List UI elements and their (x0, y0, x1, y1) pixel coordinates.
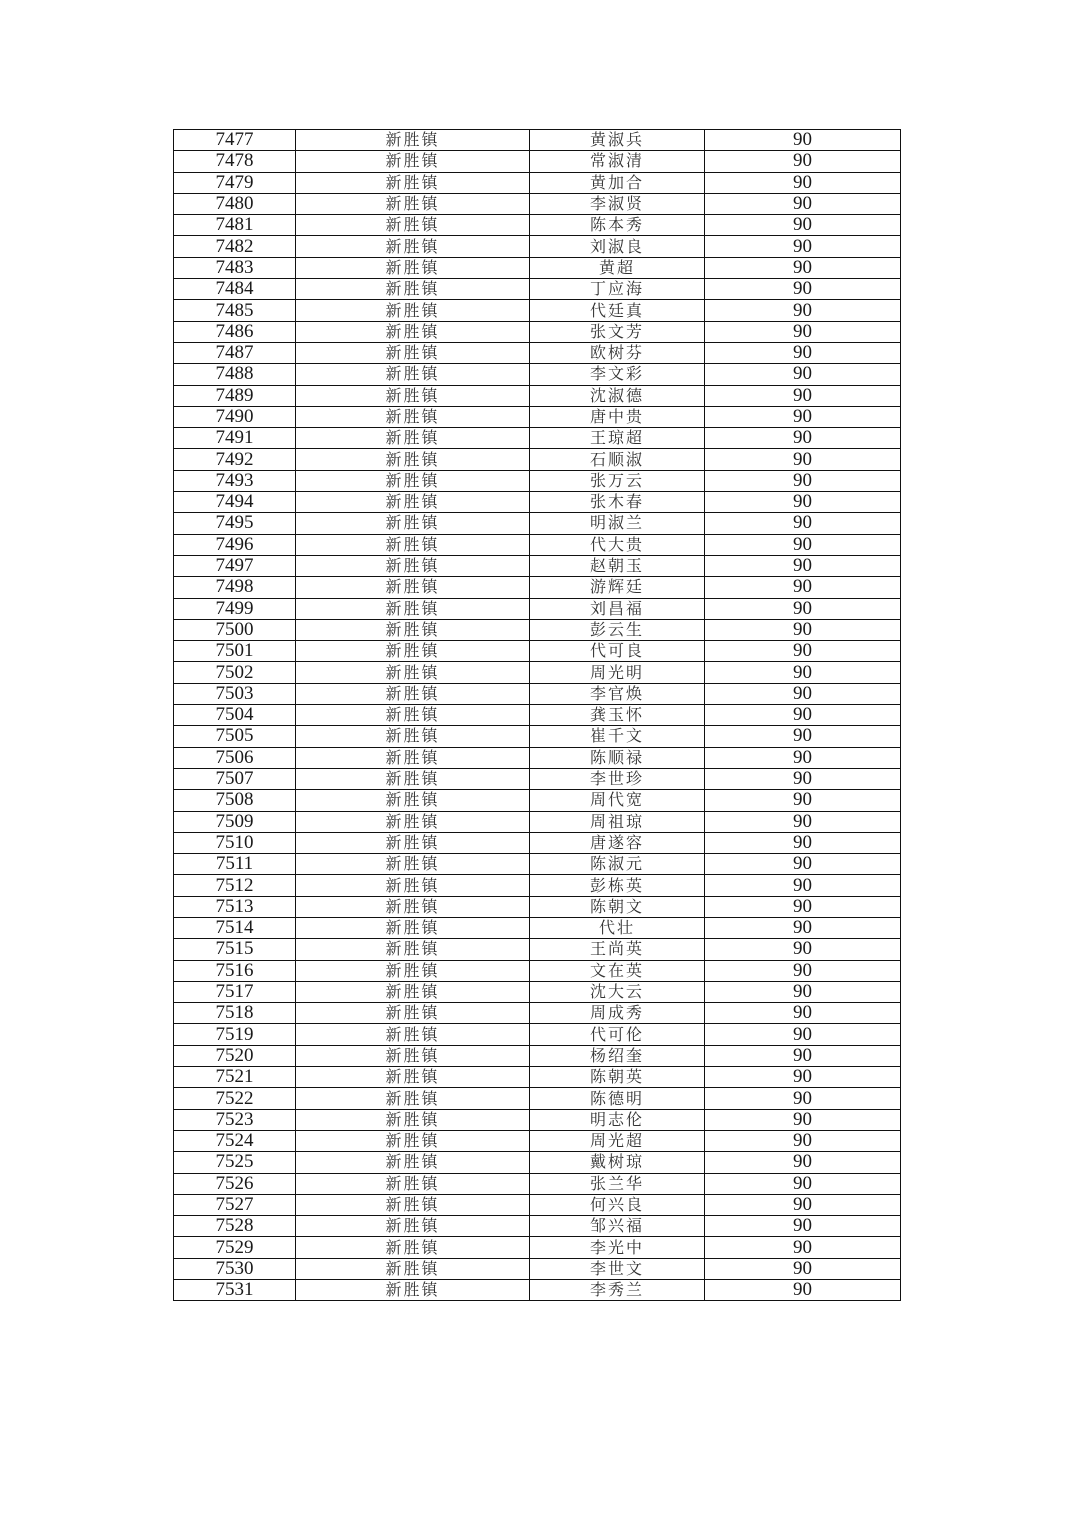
amount-cell: 90 (705, 683, 901, 704)
town-name-cell: 新胜镇 (296, 1237, 530, 1258)
row-number-cell: 7531 (174, 1280, 296, 1301)
table-row (174, 449, 901, 470)
table-row (174, 896, 901, 917)
table-body (174, 130, 901, 1301)
amount-cell: 90 (705, 215, 901, 236)
person-name-cell: 代壮 (530, 917, 705, 938)
table-row (174, 1258, 901, 1279)
amount-cell: 90 (705, 1003, 901, 1024)
person-name-cell: 李官焕 (530, 683, 705, 704)
person-name-cell: 唐遂容 (530, 832, 705, 853)
town-name-cell: 新胜镇 (296, 236, 530, 257)
row-number-cell: 7484 (174, 279, 296, 300)
person-name-cell: 杨绍奎 (530, 1045, 705, 1066)
town-name-cell: 新胜镇 (296, 1003, 530, 1024)
person-name-cell: 陈朝文 (530, 896, 705, 917)
person-name-cell: 石顺淑 (530, 449, 705, 470)
row-number-cell: 7495 (174, 513, 296, 534)
table-row (174, 1216, 901, 1237)
table-row (174, 662, 901, 683)
town-name-cell: 新胜镇 (296, 875, 530, 896)
row-number-cell: 7529 (174, 1237, 296, 1258)
person-name-cell: 张文芳 (530, 321, 705, 342)
person-name-cell: 张木春 (530, 492, 705, 513)
row-number-cell: 7485 (174, 300, 296, 321)
amount-cell: 90 (705, 1173, 901, 1194)
table-row (174, 236, 901, 257)
amount-cell: 90 (705, 1024, 901, 1045)
row-number-cell: 7513 (174, 896, 296, 917)
person-name-cell: 戴树琼 (530, 1152, 705, 1173)
person-name-cell: 沈大云 (530, 981, 705, 1002)
table-row (174, 768, 901, 789)
town-name-cell: 新胜镇 (296, 939, 530, 960)
row-number-cell: 7502 (174, 662, 296, 683)
amount-cell: 90 (705, 1194, 901, 1215)
person-name-cell: 丁应海 (530, 279, 705, 300)
table-row (174, 747, 901, 768)
town-name-cell: 新胜镇 (296, 768, 530, 789)
table-row (174, 555, 901, 576)
person-name-cell: 李世珍 (530, 768, 705, 789)
town-name-cell: 新胜镇 (296, 598, 530, 619)
person-name-cell: 欧树芬 (530, 342, 705, 363)
table-row (174, 1024, 901, 1045)
row-number-cell: 7479 (174, 172, 296, 193)
row-number-cell: 7527 (174, 1194, 296, 1215)
person-name-cell: 彭栋英 (530, 875, 705, 896)
amount-cell: 90 (705, 1109, 901, 1130)
person-name-cell: 王琼超 (530, 428, 705, 449)
table-row (174, 1003, 901, 1024)
amount-cell: 90 (705, 896, 901, 917)
town-name-cell: 新胜镇 (296, 1258, 530, 1279)
row-number-cell: 7519 (174, 1024, 296, 1045)
table-row (174, 1280, 901, 1301)
row-number-cell: 7525 (174, 1152, 296, 1173)
row-number-cell: 7482 (174, 236, 296, 257)
person-name-cell: 周代宽 (530, 790, 705, 811)
town-name-cell: 新胜镇 (296, 321, 530, 342)
table-row (174, 1045, 901, 1066)
table-row (174, 257, 901, 278)
table-row (174, 854, 901, 875)
amount-cell: 90 (705, 130, 901, 151)
town-name-cell: 新胜镇 (296, 1109, 530, 1130)
table-row (174, 1152, 901, 1173)
town-name-cell: 新胜镇 (296, 619, 530, 640)
person-name-cell: 明淑兰 (530, 513, 705, 534)
person-name-cell: 龚玉怀 (530, 705, 705, 726)
town-name-cell: 新胜镇 (296, 726, 530, 747)
amount-cell: 90 (705, 236, 901, 257)
town-name-cell: 新胜镇 (296, 130, 530, 151)
row-number-cell: 7491 (174, 428, 296, 449)
row-number-cell: 7488 (174, 364, 296, 385)
town-name-cell: 新胜镇 (296, 854, 530, 875)
town-name-cell: 新胜镇 (296, 1173, 530, 1194)
town-name-cell: 新胜镇 (296, 662, 530, 683)
table-row (174, 151, 901, 172)
person-name-cell: 李光中 (530, 1237, 705, 1258)
table-row (174, 1067, 901, 1088)
person-name-cell: 沈淑德 (530, 385, 705, 406)
table-row (174, 470, 901, 491)
row-number-cell: 7492 (174, 449, 296, 470)
town-name-cell: 新胜镇 (296, 1045, 530, 1066)
amount-cell: 90 (705, 981, 901, 1002)
row-number-cell: 7514 (174, 917, 296, 938)
town-name-cell: 新胜镇 (296, 1152, 530, 1173)
row-number-cell: 7511 (174, 854, 296, 875)
row-number-cell: 7510 (174, 832, 296, 853)
town-name-cell: 新胜镇 (296, 364, 530, 385)
amount-cell: 90 (705, 1216, 901, 1237)
table-row (174, 832, 901, 853)
amount-cell: 90 (705, 428, 901, 449)
town-name-cell: 新胜镇 (296, 1024, 530, 1045)
row-number-cell: 7487 (174, 342, 296, 363)
town-name-cell: 新胜镇 (296, 257, 530, 278)
amount-cell: 90 (705, 1280, 901, 1301)
person-name-cell: 李淑贤 (530, 193, 705, 214)
person-name-cell: 赵朝玉 (530, 555, 705, 576)
row-number-cell: 7477 (174, 130, 296, 151)
row-number-cell: 7503 (174, 683, 296, 704)
amount-cell: 90 (705, 342, 901, 363)
row-number-cell: 7523 (174, 1109, 296, 1130)
person-name-cell: 周成秀 (530, 1003, 705, 1024)
row-number-cell: 7518 (174, 1003, 296, 1024)
amount-cell: 90 (705, 875, 901, 896)
person-name-cell: 周光明 (530, 662, 705, 683)
row-number-cell: 7480 (174, 193, 296, 214)
town-name-cell: 新胜镇 (296, 683, 530, 704)
person-name-cell: 张万云 (530, 470, 705, 491)
table-row (174, 1109, 901, 1130)
person-name-cell: 黄加合 (530, 172, 705, 193)
town-name-cell: 新胜镇 (296, 555, 530, 576)
table-row (174, 917, 901, 938)
town-name-cell: 新胜镇 (296, 811, 530, 832)
amount-cell: 90 (705, 1130, 901, 1151)
town-name-cell: 新胜镇 (296, 1216, 530, 1237)
person-name-cell: 唐中贵 (530, 406, 705, 427)
person-name-cell: 陈朝英 (530, 1067, 705, 1088)
table-row (174, 1088, 901, 1109)
table-row (174, 577, 901, 598)
amount-cell: 90 (705, 705, 901, 726)
town-name-cell: 新胜镇 (296, 917, 530, 938)
table-row (174, 534, 901, 555)
data-table (173, 129, 901, 1301)
row-number-cell: 7509 (174, 811, 296, 832)
town-name-cell: 新胜镇 (296, 492, 530, 513)
table-row (174, 875, 901, 896)
town-name-cell: 新胜镇 (296, 300, 530, 321)
row-number-cell: 7481 (174, 215, 296, 236)
town-name-cell: 新胜镇 (296, 342, 530, 363)
person-name-cell: 刘淑良 (530, 236, 705, 257)
town-name-cell: 新胜镇 (296, 747, 530, 768)
amount-cell: 90 (705, 577, 901, 598)
amount-cell: 90 (705, 279, 901, 300)
amount-cell: 90 (705, 492, 901, 513)
amount-cell: 90 (705, 172, 901, 193)
row-number-cell: 7478 (174, 151, 296, 172)
town-name-cell: 新胜镇 (296, 151, 530, 172)
town-name-cell: 新胜镇 (296, 1280, 530, 1301)
person-name-cell: 周光超 (530, 1130, 705, 1151)
amount-cell: 90 (705, 257, 901, 278)
table-row (174, 385, 901, 406)
row-number-cell: 7530 (174, 1258, 296, 1279)
person-name-cell: 王尚英 (530, 939, 705, 960)
table-row (174, 1237, 901, 1258)
table-row (174, 641, 901, 662)
amount-cell: 90 (705, 726, 901, 747)
row-number-cell: 7508 (174, 790, 296, 811)
amount-cell: 90 (705, 854, 901, 875)
row-number-cell: 7516 (174, 960, 296, 981)
table-row (174, 790, 901, 811)
town-name-cell: 新胜镇 (296, 1088, 530, 1109)
row-number-cell: 7497 (174, 555, 296, 576)
person-name-cell: 陈淑元 (530, 854, 705, 875)
table-row (174, 513, 901, 534)
table-row (174, 130, 901, 151)
amount-cell: 90 (705, 811, 901, 832)
table-row (174, 726, 901, 747)
person-name-cell: 崔千文 (530, 726, 705, 747)
table-row (174, 321, 901, 342)
amount-cell: 90 (705, 193, 901, 214)
row-number-cell: 7512 (174, 875, 296, 896)
row-number-cell: 7522 (174, 1088, 296, 1109)
amount-cell: 90 (705, 790, 901, 811)
row-number-cell: 7505 (174, 726, 296, 747)
amount-cell: 90 (705, 385, 901, 406)
table-row (174, 342, 901, 363)
amount-cell: 90 (705, 1258, 901, 1279)
person-name-cell: 文在英 (530, 960, 705, 981)
row-number-cell: 7501 (174, 641, 296, 662)
amount-cell: 90 (705, 641, 901, 662)
person-name-cell: 陈本秀 (530, 215, 705, 236)
table-row (174, 1173, 901, 1194)
town-name-cell: 新胜镇 (296, 896, 530, 917)
table-row (174, 811, 901, 832)
amount-cell: 90 (705, 662, 901, 683)
table-row (174, 492, 901, 513)
amount-cell: 90 (705, 449, 901, 470)
table-row (174, 428, 901, 449)
table-row (174, 364, 901, 385)
town-name-cell: 新胜镇 (296, 449, 530, 470)
amount-cell: 90 (705, 747, 901, 768)
row-number-cell: 7500 (174, 619, 296, 640)
town-name-cell: 新胜镇 (296, 577, 530, 598)
table-row (174, 1130, 901, 1151)
table-row (174, 981, 901, 1002)
row-number-cell: 7520 (174, 1045, 296, 1066)
table-row (174, 619, 901, 640)
table-row (174, 683, 901, 704)
row-number-cell: 7486 (174, 321, 296, 342)
table-row (174, 172, 901, 193)
town-name-cell: 新胜镇 (296, 428, 530, 449)
amount-cell: 90 (705, 151, 901, 172)
person-name-cell: 刘昌福 (530, 598, 705, 619)
row-number-cell: 7489 (174, 385, 296, 406)
person-name-cell: 代可良 (530, 641, 705, 662)
town-name-cell: 新胜镇 (296, 641, 530, 662)
town-name-cell: 新胜镇 (296, 1194, 530, 1215)
amount-cell: 90 (705, 939, 901, 960)
row-number-cell: 7521 (174, 1067, 296, 1088)
table-row (174, 1194, 901, 1215)
town-name-cell: 新胜镇 (296, 960, 530, 981)
person-name-cell: 陈德明 (530, 1088, 705, 1109)
person-name-cell: 黄淑兵 (530, 130, 705, 151)
town-name-cell: 新胜镇 (296, 1130, 530, 1151)
row-number-cell: 7507 (174, 768, 296, 789)
person-name-cell: 李秀兰 (530, 1280, 705, 1301)
table-row (174, 279, 901, 300)
amount-cell: 90 (705, 917, 901, 938)
town-name-cell: 新胜镇 (296, 385, 530, 406)
amount-cell: 90 (705, 619, 901, 640)
town-name-cell: 新胜镇 (296, 279, 530, 300)
amount-cell: 90 (705, 1088, 901, 1109)
town-name-cell: 新胜镇 (296, 470, 530, 491)
town-name-cell: 新胜镇 (296, 513, 530, 534)
table-row (174, 193, 901, 214)
person-name-cell: 常淑清 (530, 151, 705, 172)
person-name-cell: 李世文 (530, 1258, 705, 1279)
town-name-cell: 新胜镇 (296, 705, 530, 726)
amount-cell: 90 (705, 768, 901, 789)
amount-cell: 90 (705, 534, 901, 555)
person-name-cell: 代可伦 (530, 1024, 705, 1045)
amount-cell: 90 (705, 555, 901, 576)
amount-cell: 90 (705, 470, 901, 491)
amount-cell: 90 (705, 1152, 901, 1173)
table-row (174, 406, 901, 427)
row-number-cell: 7496 (174, 534, 296, 555)
town-name-cell: 新胜镇 (296, 172, 530, 193)
town-name-cell: 新胜镇 (296, 193, 530, 214)
amount-cell: 90 (705, 960, 901, 981)
town-name-cell: 新胜镇 (296, 406, 530, 427)
person-name-cell: 代廷真 (530, 300, 705, 321)
row-number-cell: 7528 (174, 1216, 296, 1237)
person-name-cell: 彭云生 (530, 619, 705, 640)
row-number-cell: 7524 (174, 1130, 296, 1151)
amount-cell: 90 (705, 406, 901, 427)
amount-cell: 90 (705, 300, 901, 321)
person-name-cell: 邹兴福 (530, 1216, 705, 1237)
town-name-cell: 新胜镇 (296, 1067, 530, 1088)
row-number-cell: 7493 (174, 470, 296, 491)
amount-cell: 90 (705, 1237, 901, 1258)
person-name-cell: 周祖琼 (530, 811, 705, 832)
person-name-cell: 李文彩 (530, 364, 705, 385)
row-number-cell: 7498 (174, 577, 296, 598)
amount-cell: 90 (705, 598, 901, 619)
amount-cell: 90 (705, 832, 901, 853)
amount-cell: 90 (705, 321, 901, 342)
table-row (174, 939, 901, 960)
person-name-cell: 黄超 (530, 257, 705, 278)
town-name-cell: 新胜镇 (296, 790, 530, 811)
person-name-cell: 代大贵 (530, 534, 705, 555)
row-number-cell: 7526 (174, 1173, 296, 1194)
row-number-cell: 7483 (174, 257, 296, 278)
table-row (174, 960, 901, 981)
amount-cell: 90 (705, 1045, 901, 1066)
row-number-cell: 7515 (174, 939, 296, 960)
table-row (174, 300, 901, 321)
row-number-cell: 7490 (174, 406, 296, 427)
amount-cell: 90 (705, 513, 901, 534)
person-name-cell: 陈顺禄 (530, 747, 705, 768)
person-name-cell: 张兰华 (530, 1173, 705, 1194)
town-name-cell: 新胜镇 (296, 215, 530, 236)
person-name-cell: 何兴良 (530, 1194, 705, 1215)
person-name-cell: 游辉廷 (530, 577, 705, 598)
row-number-cell: 7517 (174, 981, 296, 1002)
row-number-cell: 7504 (174, 705, 296, 726)
row-number-cell: 7494 (174, 492, 296, 513)
table-row (174, 598, 901, 619)
table-row (174, 215, 901, 236)
row-number-cell: 7499 (174, 598, 296, 619)
town-name-cell: 新胜镇 (296, 534, 530, 555)
amount-cell: 90 (705, 364, 901, 385)
person-name-cell: 明志伦 (530, 1109, 705, 1130)
town-name-cell: 新胜镇 (296, 832, 530, 853)
amount-cell: 90 (705, 1067, 901, 1088)
table-row (174, 705, 901, 726)
row-number-cell: 7506 (174, 747, 296, 768)
town-name-cell: 新胜镇 (296, 981, 530, 1002)
